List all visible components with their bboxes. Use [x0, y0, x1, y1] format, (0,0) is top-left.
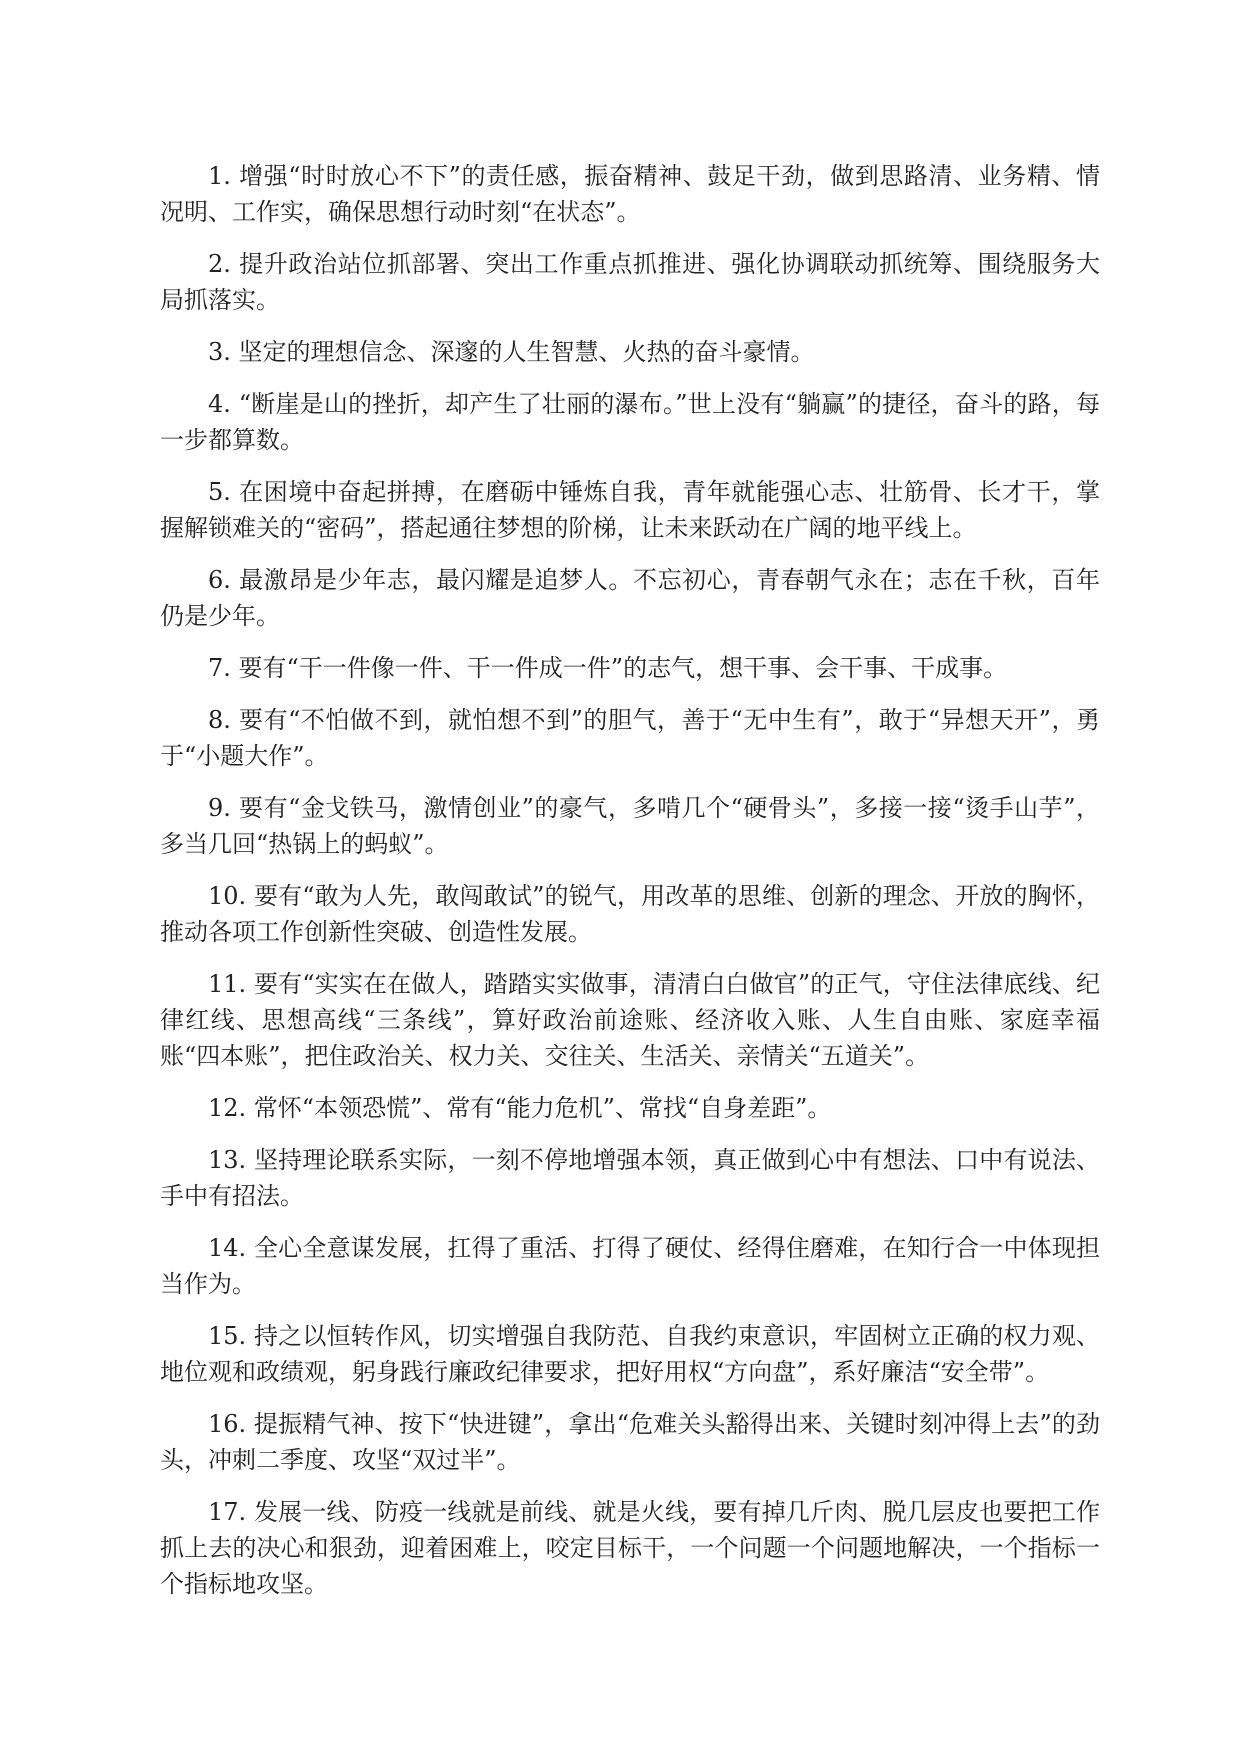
- paragraph-3: 3. 坚定的理想信念、深邃的人生智慧、火热的奋斗豪情。: [208, 338, 815, 366]
- paragraph-2: 2. 提升政治站位抓部署、突出工作重点抓推进、强化协调联动抓统筹、围绕服务大局抓落实。: [160, 250, 1100, 314]
- document-body: [160, 158, 1100, 1618]
- paragraph-17: 17. 发展一线、防疫一线就是前线、就是火线，要有掉几斤肉、脱几层皮也要把工作抓上去的决心和狠劲，迎着困难上，咬定目标干，一个问题一个问题地解决，一个指标一个指标地攻坚。: [160, 1498, 1100, 1598]
- paragraph-1: 1. 增强“时时放心不下”的责任感，振奋精神、鼓足干劲，做到思路清、业务精、情况明、工作实，确保思想行动时刻“在状态”。: [160, 162, 1100, 226]
- paragraph-12: 12. 常怀“本领恐慌”、常有“能力危机”、常找“自身差距”。: [208, 1094, 832, 1122]
- paragraph-13: 13. 坚持理论联系实际，一刻不停地增强本领，真正做到心中有想法、口中有说法、手中有招法。: [160, 1146, 1100, 1210]
- paragraph-9: 9. 要有“金戈铁马，激情创业”的豪气，多啃几个“硬骨头”，多接一接“烫手山芋”，多当几回“热锅上的蚂蚁”。: [160, 794, 1100, 858]
- paragraph-14: 14. 全心全意谋发展，扛得了重活、打得了硬仗、经得住磨难，在知行合一中体现担当作为。: [160, 1234, 1100, 1298]
- paragraph-4: 4. “断崖是山的挫折，却产生了壮丽的瀑布。”世上没有“躺赢”的捷径，奋斗的路，每一步都算数。: [160, 390, 1100, 454]
- paragraph-15: 15. 持之以恒转作风，切实增强自我防范、自我约束意识，牢固树立正确的权力观、地位观和政绩观，躬身践行廉政纪律要求，把好用权“方向盘”，系好廉洁“安全带”。: [160, 1322, 1100, 1386]
- paragraph-7: 7. 要有“干一件像一件、干一件成一件”的志气，想干事、会干事、干成事。: [208, 654, 1008, 682]
- paragraph-16: 16. 提振精气神、按下“快进键”，拿出“危难关头豁得出来、关键时刻冲得上去”的劲头，冲刺二季度、攻坚“双过半”。: [160, 1410, 1100, 1474]
- paragraph-8: 8. 要有“不怕做不到，就怕想不到”的胆气，善于“无中生有”，敢于“异想天开”，勇于“小题大作”。: [160, 706, 1100, 770]
- paragraph-11: 11. 要有“实实在在做人，踏踏实实做事，清清白白做官”的正气，守住法律底线、纪律红线、思想高线“三条线”，算好政治前途账、经济收入账、人生自由账、家庭幸福账“四本账”，把住政治关、权力关、交往关、生活关、亲情关“五道关”。: [160, 970, 1100, 1070]
- paragraph-10: 10. 要有“敢为人先，敢闯敢试”的锐气，用改革的思维、创新的理念、开放的胸怀，推动各项工作创新性突破、创造性发展。: [160, 882, 1100, 946]
- paragraph-6: 6. 最激昂是少年志，最闪耀是追梦人。不忘初心，青春朝气永在；志在千秋，百年仍是少年。: [160, 566, 1100, 630]
- paragraph-5: 5. 在困境中奋起拼搏，在磨砺中锤炼自我，青年就能强心志、壮筋骨、长才干，掌握解锁难关的“密码”，搭起通往梦想的阶梯，让未来跃动在广阔的地平线上。: [160, 478, 1100, 542]
